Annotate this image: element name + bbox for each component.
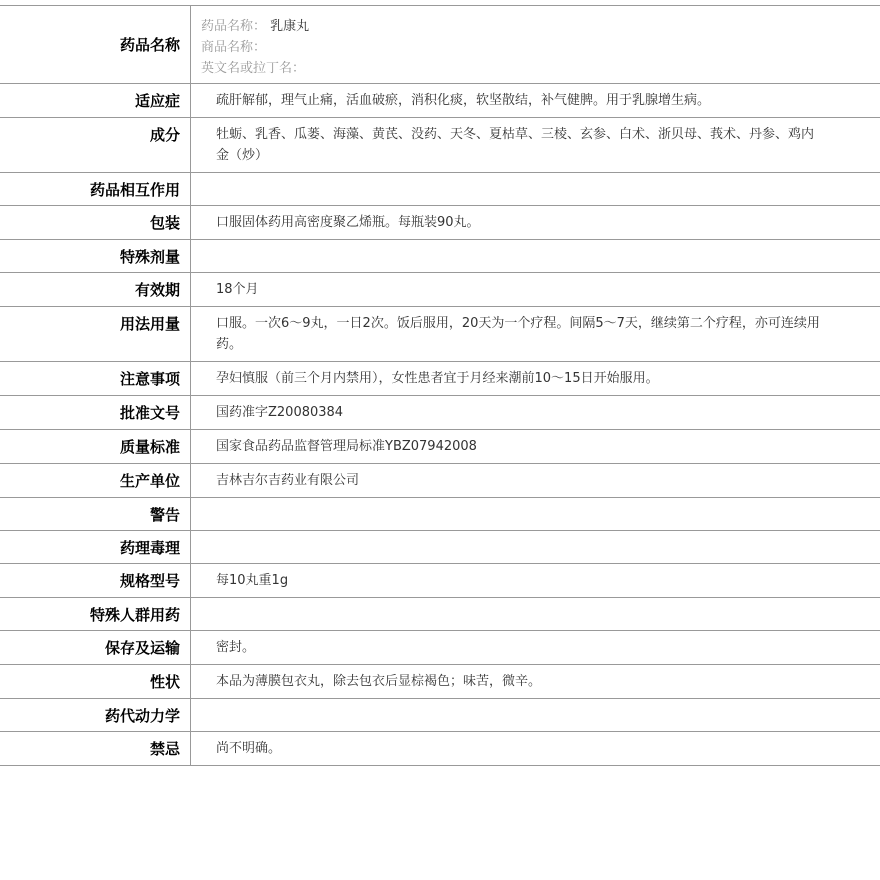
manufacturer-row — [0, 464, 880, 498]
precautions-value: 孕妇慎服（前三个月内禁用），女性患者宜于月经来潮前10～15日开始服用。 — [190, 362, 880, 395]
indications-row — [0, 84, 880, 118]
warning-value — [190, 498, 880, 530]
manufacturer-value: 吉林吉尔吉药业有限公司 — [190, 464, 880, 497]
pharmacokinetics-row — [0, 699, 880, 732]
dosage-value: 口服。一次6～9丸，一日2次。饭后服用，20天为一个疗程。间隔5～7天，继续第二个疗程，亦可连续用药。 — [190, 307, 880, 361]
pharmacology-label: 药理毒理 — [119, 539, 180, 557]
shelf-life-label: 有效期 — [134, 281, 180, 299]
pharmacokinetics-value — [190, 699, 880, 731]
generic-name-value: 乳康丸 — [270, 19, 310, 34]
contraindications-value: 尚不明确。 — [190, 732, 880, 765]
special-population-value — [190, 598, 880, 630]
approval-number-value: 国药准字Z20080384 — [190, 396, 880, 429]
trade-name-key: 商品名称： — [201, 40, 267, 55]
packaging-value: 口服固体药用高密度聚乙烯瓶。每瓶装90丸。 — [190, 206, 880, 239]
quality-standard-label: 质量标准 — [119, 438, 180, 456]
ingredients-value: 牡蛎、乳香、瓜蒌、海藻、黄芪、没药、天冬、夏枯草、三棱、玄参、白术、浙贝母、莪术、丹参、鸡内金（炒） — [190, 118, 880, 172]
pharmacology-value — [190, 531, 880, 563]
indications-value: 疏肝解郁，理气止痛，活血破瘀，消积化痰，软坚散结，补气健脾。用于乳腺增生病。 — [190, 84, 880, 117]
generic-name-line — [201, 16, 880, 37]
packaging-row — [0, 206, 880, 240]
quality-standard-row — [0, 430, 880, 464]
warning-label: 警告 — [149, 506, 180, 524]
special-dosage-label: 特殊剂量 — [119, 248, 180, 266]
special-population-label: 特殊人群用药 — [89, 606, 180, 624]
special-dosage-value — [190, 240, 880, 272]
storage-row — [0, 631, 880, 665]
interactions-row — [0, 173, 880, 206]
ingredients-label: 成分 — [149, 126, 180, 144]
quality-standard-value: 国家食品药品监督管理局标准YBZ07942008 — [190, 430, 880, 463]
trade-name-line — [201, 37, 880, 58]
dosage-label: 用法用量 — [119, 315, 180, 333]
shelf-life-row — [0, 273, 880, 307]
special-dosage-row — [0, 240, 880, 273]
contraindications-row — [0, 732, 880, 766]
description-row — [0, 665, 880, 699]
storage-label: 保存及运输 — [104, 639, 180, 657]
ingredients-row — [0, 118, 880, 173]
approval-number-label: 批准文号 — [119, 404, 180, 422]
warning-row — [0, 498, 880, 531]
drug-name-row — [0, 6, 880, 84]
special-population-row — [0, 598, 880, 631]
indications-label: 适应症 — [134, 92, 180, 110]
english-name-key: 英文名或拉丁名： — [201, 61, 306, 76]
precautions-label: 注意事项 — [119, 370, 180, 388]
packaging-label: 包装 — [149, 214, 180, 232]
english-name-line — [201, 58, 880, 79]
approval-number-row — [0, 396, 880, 430]
contraindications-label: 禁忌 — [149, 740, 180, 758]
drug-name-label: 药品名称 — [119, 36, 180, 54]
specification-value: 每10丸重1g — [190, 564, 880, 597]
shelf-life-value: 18个月 — [190, 273, 880, 306]
drug-info-table — [0, 5, 880, 766]
precautions-row — [0, 362, 880, 396]
description-label: 性状 — [149, 673, 180, 691]
manufacturer-label: 生产单位 — [119, 472, 180, 490]
description-value: 本品为薄膜包衣丸，除去包衣后显棕褐色；味苦，微辛。 — [190, 665, 880, 698]
interactions-label: 药品相互作用 — [89, 181, 180, 199]
specification-row — [0, 564, 880, 598]
drug-name-value-cell — [190, 6, 880, 83]
dosage-row — [0, 307, 880, 362]
generic-name-key: 药品名称： — [201, 19, 267, 34]
pharmacology-row — [0, 531, 880, 564]
specification-label: 规格型号 — [119, 572, 180, 590]
storage-value: 密封。 — [190, 631, 880, 664]
interactions-value — [190, 173, 880, 205]
pharmacokinetics-label: 药代动力学 — [104, 707, 180, 725]
